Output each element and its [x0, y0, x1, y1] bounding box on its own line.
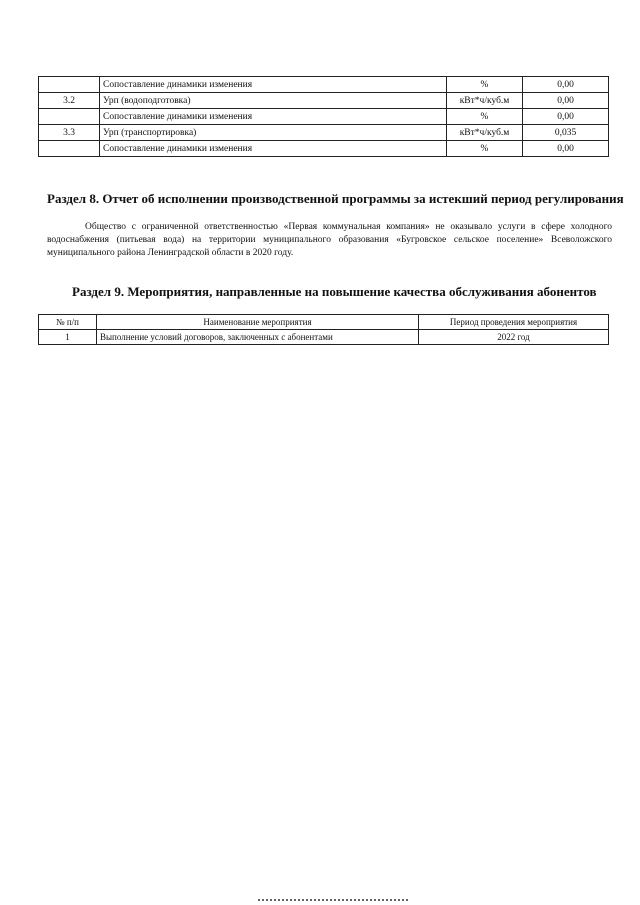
indicator-name: Урп (транспортировка): [100, 125, 447, 141]
table-header-row: [39, 315, 609, 330]
row-number: 3.2: [39, 93, 100, 109]
indicator-value: 0,00: [523, 109, 609, 125]
table-row: [39, 125, 609, 141]
indicator-value: 0,00: [523, 93, 609, 109]
measure-name: Выполнение условий договоров, заключенных с абонентами: [97, 330, 419, 345]
indicators-table: [38, 76, 609, 157]
table-row: [39, 93, 609, 109]
table-row: [39, 141, 609, 157]
table-row: [39, 330, 609, 345]
row-number: [39, 109, 100, 125]
measures-table: [38, 314, 609, 345]
indicator-unit: кВт*ч/куб.м: [447, 93, 523, 109]
section-8-paragraph: Общество с ограниченной ответственностью «Первая коммунальная компания» не оказывало услуги в сфере холодного водоснабжения (питьевая вода) на территории муниципального образования «Бугровское сельское поселение» Всеволожского муниципального района Ленинградской области в 2020 году.: [47, 222, 612, 258]
column-header-name: Наименование мероприятия: [97, 315, 419, 330]
column-header-period: Период проведения мероприятия: [419, 315, 609, 330]
scan-artifact: [258, 899, 408, 901]
section-8-title: Раздел 8. Отчет об исполнении производственной программы за истекший период регулирования: [47, 191, 624, 206]
indicator-name: Сопоставление динамики изменения: [100, 141, 447, 157]
row-number: [39, 141, 100, 157]
indicator-name: Урп (водоподготовка): [100, 93, 447, 109]
indicator-value: 0,035: [523, 125, 609, 141]
measure-period: 2022 год: [419, 330, 609, 345]
indicator-unit: %: [447, 77, 523, 93]
column-header-number: № п/п: [39, 315, 97, 330]
indicator-value: 0,00: [523, 141, 609, 157]
measure-number: 1: [39, 330, 97, 345]
table-row: [39, 77, 609, 93]
table-row: [39, 109, 609, 125]
row-number: 3.3: [39, 125, 100, 141]
indicator-name: Сопоставление динамики изменения: [100, 77, 447, 93]
indicator-unit: кВт*ч/куб.м: [447, 125, 523, 141]
indicator-value: 0,00: [523, 77, 609, 93]
row-number: [39, 77, 100, 93]
indicator-unit: %: [447, 109, 523, 125]
section-9-title: Раздел 9. Мероприятия, направленные на повышение качества обслуживания абонентов: [72, 284, 597, 299]
indicator-name: Сопоставление динамики изменения: [100, 109, 447, 125]
indicator-unit: %: [447, 141, 523, 157]
